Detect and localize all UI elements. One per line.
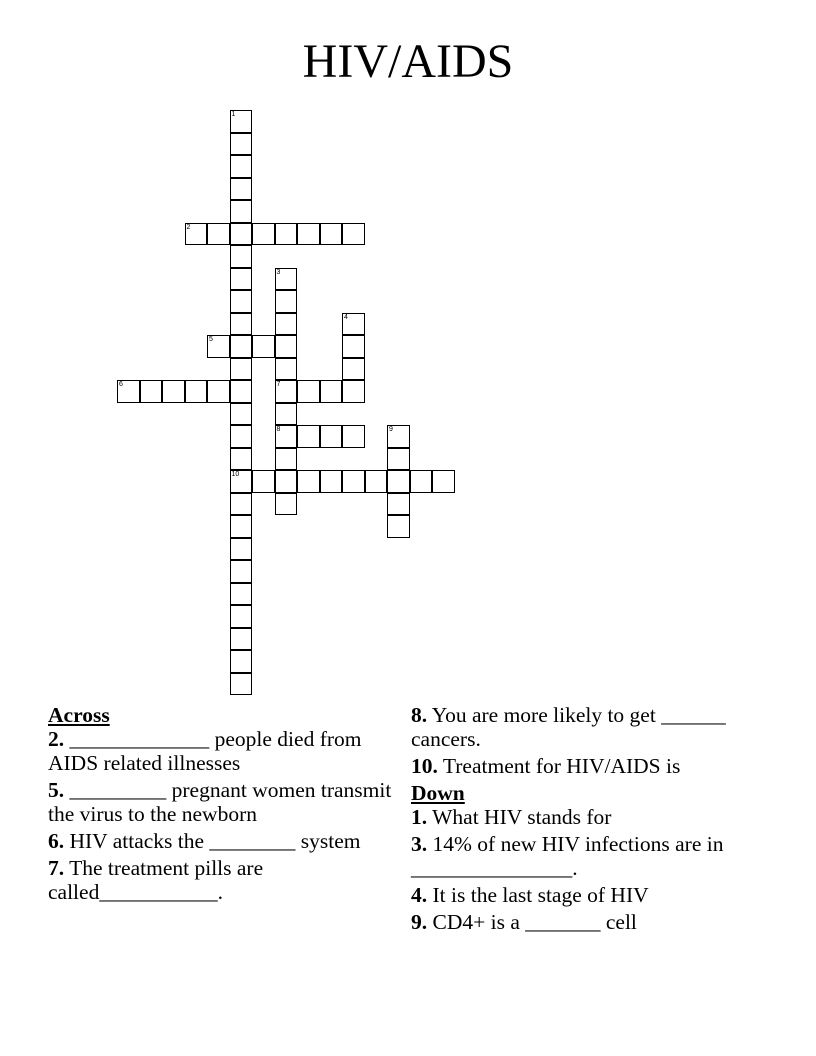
clue-number: 6. <box>48 829 65 853</box>
crossword-cell[interactable] <box>230 605 253 628</box>
crossword-cell[interactable] <box>252 335 275 358</box>
crossword-cell[interactable] <box>230 290 253 313</box>
cell-number: 5 <box>209 336 213 343</box>
crossword-cell[interactable] <box>342 223 365 246</box>
clue-text: The treatment pills are called___________. <box>48 856 264 904</box>
cell-number: 10 <box>231 471 240 478</box>
crossword-cell[interactable] <box>252 470 275 493</box>
clue-across-5 <box>48 778 393 826</box>
crossword-cell[interactable] <box>320 470 343 493</box>
cell-number: 7 <box>276 381 281 388</box>
crossword-cell[interactable] <box>230 470 253 493</box>
crossword-cell[interactable] <box>275 268 298 291</box>
crossword-cell[interactable] <box>275 335 298 358</box>
crossword-cell[interactable] <box>320 223 343 246</box>
crossword-cell[interactable] <box>275 470 298 493</box>
clue-number: 8. <box>411 703 428 727</box>
crossword-cell[interactable] <box>230 628 253 651</box>
crossword-cell[interactable] <box>230 133 253 156</box>
crossword-cell[interactable] <box>387 448 410 471</box>
cell-number: 6 <box>119 381 123 388</box>
crossword-cell[interactable] <box>230 335 253 358</box>
crossword-cell[interactable] <box>162 380 185 403</box>
crossword-cell[interactable] <box>410 470 433 493</box>
clues-right-column <box>411 703 741 937</box>
crossword-cell[interactable] <box>275 223 298 246</box>
clue-number: 4. <box>411 883 428 907</box>
crossword-cell[interactable] <box>230 650 253 673</box>
clue-text: CD4+ is a _______ cell <box>432 910 637 934</box>
crossword-cell[interactable] <box>230 583 253 606</box>
crossword-cell[interactable] <box>275 448 298 471</box>
crossword-cell[interactable] <box>342 380 365 403</box>
crossword-cell[interactable] <box>207 335 230 358</box>
clue-text: It is the last stage of HIV <box>432 883 649 907</box>
crossword-cell[interactable] <box>230 673 253 696</box>
crossword-cell[interactable] <box>275 493 298 516</box>
clue-down-1 <box>411 805 741 829</box>
crossword-cell[interactable] <box>207 223 230 246</box>
crossword-cell[interactable] <box>230 538 253 561</box>
crossword-cell[interactable] <box>387 425 410 448</box>
clue-down-9 <box>411 910 741 934</box>
crossword-cell[interactable] <box>230 403 253 426</box>
crossword-cell[interactable] <box>230 313 253 336</box>
crossword-cell[interactable] <box>342 358 365 381</box>
crossword-cell[interactable] <box>117 380 140 403</box>
cell-number: 3 <box>276 268 281 276</box>
clue-number: 2. <box>48 727 65 751</box>
crossword-cell[interactable] <box>342 425 365 448</box>
clue-text: 14% of new HIV infections are in _______________. <box>411 832 724 880</box>
crossword-cell[interactable] <box>365 470 388 493</box>
clue-across-2 <box>48 727 393 775</box>
cell-number: 9 <box>389 426 393 433</box>
clue-number: 3. <box>411 832 428 856</box>
crossword-cell[interactable] <box>387 470 410 493</box>
clue-text: Treatment for HIV/AIDS is <box>442 754 681 778</box>
crossword-cell[interactable] <box>342 335 365 358</box>
clue-text: HIV attacks the ________ system <box>69 829 361 853</box>
crossword-cell[interactable] <box>230 448 253 471</box>
crossword-cell[interactable] <box>297 425 320 448</box>
crossword-cell[interactable] <box>387 515 410 538</box>
crossword-cell[interactable] <box>230 155 253 178</box>
crossword-cell[interactable] <box>432 470 455 493</box>
crossword-cell[interactable] <box>342 470 365 493</box>
down-heading: Down <box>411 781 465 805</box>
crossword-cell[interactable] <box>320 380 343 403</box>
clue-across-8 <box>411 703 741 751</box>
crossword-cell[interactable] <box>230 223 253 246</box>
clue-across-7 <box>48 856 393 904</box>
cell-number: 1 <box>231 111 236 118</box>
clues-left-column <box>48 703 393 907</box>
crossword-cell[interactable] <box>275 380 298 403</box>
clue-across-10 <box>411 754 741 778</box>
crossword-cell[interactable] <box>230 200 253 223</box>
crossword-cell[interactable] <box>230 425 253 448</box>
crossword-cell[interactable] <box>297 380 320 403</box>
crossword-cell[interactable] <box>230 380 253 403</box>
crossword-cell[interactable] <box>275 358 298 381</box>
clue-text: _________ pregnant women transmit the virus to the newborn <box>48 778 392 826</box>
crossword-cell[interactable] <box>230 245 253 268</box>
crossword-cell[interactable] <box>275 313 298 336</box>
crossword-cell[interactable] <box>320 425 343 448</box>
crossword-cell[interactable] <box>230 178 253 201</box>
across-heading: Across <box>48 703 110 727</box>
clue-number: 1. <box>411 805 428 829</box>
crossword-cell[interactable] <box>230 268 253 291</box>
crossword-cell[interactable] <box>140 380 163 403</box>
crossword-cell[interactable] <box>252 223 275 246</box>
cell-number: 4 <box>344 313 348 321</box>
crossword-cell[interactable] <box>207 380 230 403</box>
crossword-cell[interactable] <box>185 380 208 403</box>
clue-down-4 <box>411 883 741 907</box>
clue-text: You are more likely to get ______ cancers. <box>411 703 726 751</box>
crossword-cell[interactable] <box>387 493 410 516</box>
crossword-cell[interactable] <box>230 110 253 133</box>
crossword-cell[interactable] <box>230 358 253 381</box>
crossword-cell[interactable] <box>185 223 208 246</box>
clue-text: What HIV stands for <box>432 805 612 829</box>
cell-number: 2 <box>186 223 191 231</box>
clue-number: 10. <box>411 754 438 778</box>
clue-across-6 <box>48 829 393 853</box>
page-title: HIV/AIDS <box>302 35 514 88</box>
clue-down-3 <box>411 832 741 880</box>
crossword-cell[interactable] <box>275 425 298 448</box>
clue-number: 9. <box>411 910 428 934</box>
clue-text: _____________ people died from AIDS related illnesses <box>48 727 362 775</box>
crossword-cell[interactable] <box>275 403 298 426</box>
cell-number: 8 <box>276 426 281 433</box>
crossword-cell[interactable] <box>297 223 320 246</box>
clue-number: 7. <box>48 856 65 880</box>
clue-number: 5. <box>48 778 65 802</box>
crossword-cell[interactable] <box>230 560 253 583</box>
crossword-cell[interactable] <box>297 470 320 493</box>
crossword-cell[interactable] <box>275 290 298 313</box>
crossword-cell[interactable] <box>342 313 365 336</box>
crossword-cell[interactable] <box>230 515 253 538</box>
crossword-cell[interactable] <box>230 493 253 516</box>
